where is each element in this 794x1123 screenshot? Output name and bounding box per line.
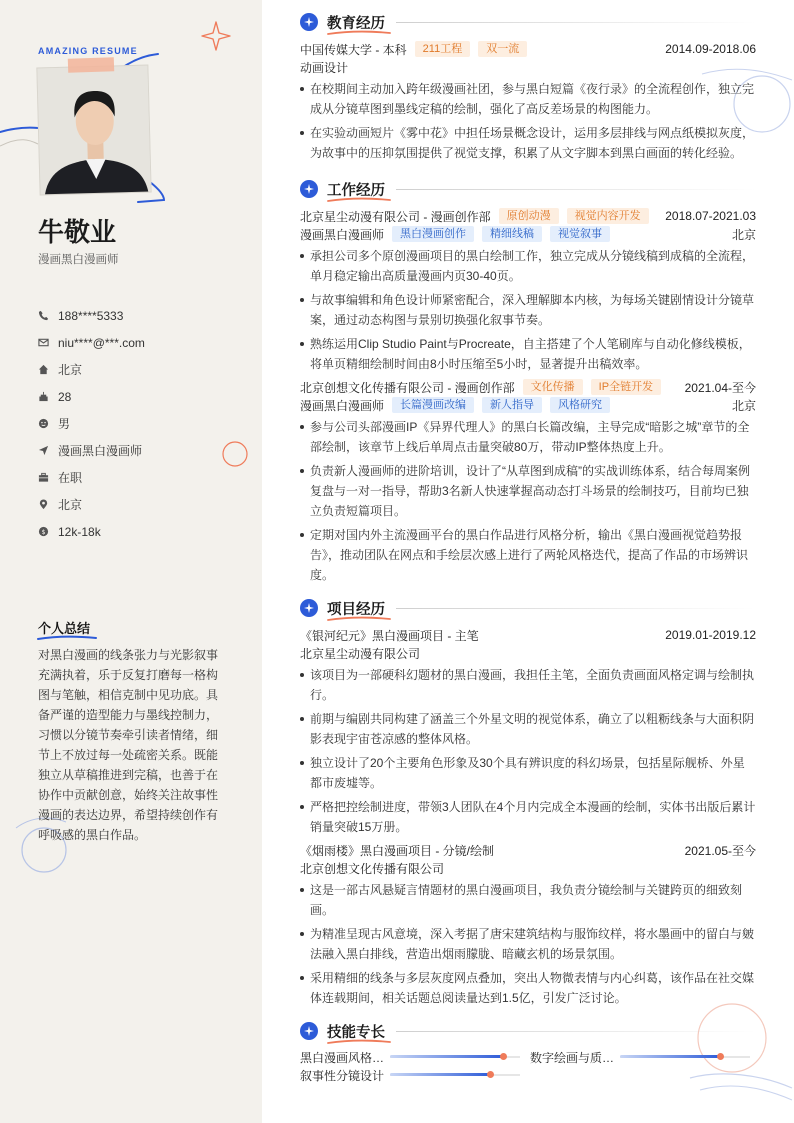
cake-icon	[38, 391, 58, 402]
svg-text:$: $	[41, 527, 46, 536]
sidebar	[0, 0, 262, 1123]
skill-name: 数字绘画与质…	[530, 1050, 615, 1065]
list-item: 独立设计了20个主要角色形象及30个具有辨识度的科幻场景，包括星际舰桥、外星都市废墟等。	[300, 753, 756, 793]
job-role: 漫画黑白漫画师	[300, 398, 385, 413]
sparkle-icon	[300, 180, 318, 198]
project-company: 北京星尘动漫有限公司	[300, 646, 421, 661]
list-item: 熟练运用Clip Studio Paint与Procreate，自主搭建了个人笔刷库与自动化修线模板，将单页精细绘制时间由8小时压缩至5小时，显著提升出稿效率。	[300, 334, 756, 374]
section-header	[300, 177, 756, 203]
project-company-row	[300, 644, 756, 662]
section-header	[300, 596, 756, 622]
job-city: 北京	[731, 227, 756, 242]
info-position	[38, 437, 145, 464]
list-item: 严格把控绘制进度，带领3人团队在4个月内完成全本漫画的绘制，实体书出版后累计销量突破15万册。	[300, 797, 756, 837]
project-bullets	[300, 880, 756, 1008]
skill-level-dot	[717, 1053, 724, 1060]
info-text: 188****5333	[58, 308, 124, 323]
list-item: 为精准呈现古风意境，深入考据了唐宋建筑结构与服饰纹样，将水墨画中的留白与皴法融入黑白排线，营造出烟雨朦胧、暗藏玄机的场景氛围。	[300, 924, 756, 964]
section-header	[300, 10, 756, 36]
date-range: 2021.05-至今	[684, 843, 756, 858]
job-city: 北京	[731, 398, 756, 413]
job-company-row	[300, 378, 756, 396]
list-item: 定期对国内外主流漫画平台的黑白作品进行风格分析，输出《黑白漫画视觉趋势报告》，推动团队在网点和手绘层次感上进行了两轮风格迭代，提高了作品的市场辨识度。	[300, 525, 756, 585]
project-name: 《银河纪元》黑白漫画项目 - 主笔	[300, 628, 479, 643]
list-item: 前期与编剧共同构建了涵盖三个外星文明的视觉体系，确立了以粗粝线条与大面积阴影表现宇宙苍凉感的整体风格。	[300, 709, 756, 749]
list-item: 这是一部古风悬疑言情题材的黑白漫画项目，我负责分镜绘制与关键跨页的细致刻画。	[300, 880, 756, 920]
briefcase-icon	[38, 472, 58, 483]
skills-section	[300, 1019, 756, 1088]
summary-text: 对黑白漫画的线条张力与光影叙事充满执着，乐于反复打磨每一格构图与笔触，相信克制中见功底。具备严谨的造型能力与墨线控制力，习惯以分镜节奏牵引读者情绪，细节上不放过每一处疏密关系。既能独立从草稿推进到完稿，也善于在协作中贡献创意，始终关注故事性漫画的表达边界，希望持续创作有呼吸感的黑白作品。	[38, 648, 219, 842]
date-range: 2018.07-2021.03	[665, 209, 756, 223]
section-title: 项目经历	[327, 602, 385, 618]
info-age	[38, 383, 145, 410]
date-range: 2019.01-2019.12	[665, 628, 756, 642]
skill-level-bar	[390, 1072, 520, 1078]
underline-decoration	[326, 28, 392, 36]
tag: 黑白漫画创作	[392, 226, 474, 242]
skill-level-fill	[620, 1055, 721, 1058]
info-gender	[38, 410, 145, 437]
skill-level-dot	[487, 1071, 494, 1078]
section-title: 工作经历	[327, 183, 385, 199]
education-row	[300, 40, 756, 58]
tag: 视觉内容开发	[567, 208, 649, 224]
skill-item	[530, 1048, 750, 1066]
sparkle-icon	[200, 20, 232, 52]
info-email	[38, 329, 145, 356]
skills-list	[300, 1048, 756, 1088]
info-text: 在职	[58, 471, 83, 485]
major: 动画设计	[300, 60, 349, 75]
section-header	[300, 1019, 756, 1045]
underline-decoration	[326, 614, 392, 622]
salary-icon	[38, 526, 58, 537]
info-text: 漫画黑白漫画师	[58, 444, 143, 458]
company-name: 北京创想文化传播有限公司 - 漫画创作部	[300, 380, 515, 395]
info-phone	[38, 302, 145, 329]
tag: 视觉叙事	[550, 226, 610, 242]
date-range: 2014.09-2018.06	[665, 42, 756, 56]
project-name: 《烟雨楼》黑白漫画项目 - 分镜/绘制	[300, 843, 494, 858]
underline-decoration	[36, 632, 98, 642]
skill-level-fill	[390, 1055, 504, 1058]
section-rule	[396, 1031, 756, 1032]
location-pin-icon	[38, 499, 58, 510]
info-location	[38, 491, 145, 518]
education-bullets	[300, 79, 756, 163]
project-name-row	[300, 841, 756, 859]
email-icon	[38, 337, 58, 348]
skill-level-bar	[390, 1054, 520, 1060]
project-entry	[300, 841, 756, 1008]
section-title: 教育经历	[327, 16, 385, 32]
tag: 风格研究	[550, 397, 610, 413]
info-text: 男	[58, 417, 71, 431]
project-company-row	[300, 859, 756, 877]
job-role: 漫画黑白漫画师	[300, 227, 385, 242]
tape-decoration	[68, 57, 114, 73]
sparkle-icon	[300, 13, 318, 31]
tag: IP全链开发	[591, 379, 661, 395]
job-role-row	[300, 225, 756, 243]
section-rule	[396, 22, 756, 23]
company-name: 北京星尘动漫有限公司 - 漫画创作部	[300, 209, 491, 224]
home-icon	[38, 364, 58, 375]
info-text: 28	[58, 389, 72, 404]
underline-decoration	[326, 195, 392, 203]
section-title: 技能专长	[327, 1025, 385, 1041]
job-bullets	[300, 417, 756, 585]
projects-section	[300, 596, 756, 1012]
job-bullets	[300, 246, 756, 374]
project-name-row	[300, 626, 756, 644]
list-item: 该项目为一部硬科幻题材的黑白漫画，我担任主笔，全面负责画面风格定调与绘制执行。	[300, 665, 756, 705]
send-icon	[38, 445, 58, 456]
candidate-name: 牛敬业	[38, 217, 117, 247]
gender-icon	[38, 418, 58, 429]
skill-name: 黑白漫画风格…	[300, 1050, 385, 1065]
info-city	[38, 356, 145, 383]
job-company-row	[300, 207, 756, 225]
section-rule	[396, 189, 756, 190]
info-text: 北京	[58, 498, 83, 512]
skill-item	[300, 1066, 520, 1084]
summary-title: 个人总结	[38, 621, 91, 636]
info-status	[38, 464, 145, 491]
job-role-row	[300, 396, 756, 414]
tag: 精细线稿	[482, 226, 542, 242]
info-text: 12k-18k	[58, 524, 101, 539]
work-section	[300, 177, 756, 589]
tag: 新人指导	[482, 397, 542, 413]
tag: 211工程	[415, 41, 471, 57]
contact-info-list	[38, 302, 145, 545]
project-bullets	[300, 665, 756, 837]
major-row	[300, 58, 756, 76]
job-entry	[300, 207, 756, 374]
skill-level-bar	[620, 1054, 750, 1060]
info-salary	[38, 518, 145, 545]
tag: 原创动漫	[499, 208, 559, 224]
candidate-title: 漫画黑白漫画师	[38, 254, 119, 266]
info-text: niu****@***.com	[58, 335, 145, 350]
skill-item	[300, 1048, 520, 1066]
project-entry	[300, 626, 756, 837]
education-section	[300, 10, 756, 167]
list-item: 采用精细的线条与多层灰度网点叠加，突出人物微表情与内心纠葛，该作品在社交媒体连载期间，相关话题总阅读量达到1.5亿，引发广泛讨论。	[300, 968, 756, 1008]
list-item: 与故事编辑和角色设计师紧密配合，深入理解脚本内核，为每场关键剧情设计分镜草案，通过动态构图与景别切换强化叙事节奏。	[300, 290, 756, 330]
avatar	[36, 65, 151, 196]
underline-decoration	[326, 1037, 392, 1045]
school-name: 中国传媒大学 - 本科	[300, 42, 407, 57]
tagline: AMAZING RESUME	[38, 46, 138, 56]
list-item: 参与公司头部漫画IP《异界代理人》的黑白长篇改编，主导完成“暗影之城”章节的全部绘制，该章节上线后单周点击量突破80万，带动IP整体热度上升。	[300, 417, 756, 457]
sparkle-icon	[300, 599, 318, 617]
sparkle-icon	[300, 1022, 318, 1040]
list-item: 负责新人漫画师的进阶培训，设计了“从草图到成稿”的实战训练体系，结合每周案例复盘与一对一指导，帮助3名新人快速掌握高动态打斗场景的绘制技巧，目前均已独立负责短篇项目。	[300, 461, 756, 521]
section-rule	[396, 608, 756, 609]
job-entry	[300, 378, 756, 585]
project-company: 北京创想文化传播有限公司	[300, 861, 445, 876]
tag: 长篇漫画改编	[392, 397, 474, 413]
list-item: 在实验动画短片《雾中花》中担任场景概念设计，运用多层排线与网点纸模拟灰度，为故事中的压抑氛围提供了视觉支撑，积累了从文字脚本到黑白画面的转化经验。	[300, 123, 756, 163]
skill-level-dot	[500, 1053, 507, 1060]
skill-level-fill	[390, 1073, 491, 1076]
info-text: 北京	[58, 363, 83, 377]
tag: 双一流	[478, 41, 527, 57]
circle-decoration-icon	[220, 440, 250, 470]
list-item: 承担公司多个原创漫画项目的黑白绘制工作，独立完成从分镜线稿到成稿的全流程，单月稳定输出高质量漫画内页30-40页。	[300, 246, 756, 286]
list-item: 在校期间主动加入跨年级漫画社团，参与黑白短篇《夜行录》的全流程创作，独立完成从分镜草图到墨线定稿的绘制，强化了高反差场景的构图能力。	[300, 79, 756, 119]
date-range: 2021.04-至今	[684, 380, 756, 395]
phone-icon	[38, 310, 58, 321]
tag: 文化传播	[523, 379, 583, 395]
skill-name: 叙事性分镜设计	[300, 1068, 385, 1083]
